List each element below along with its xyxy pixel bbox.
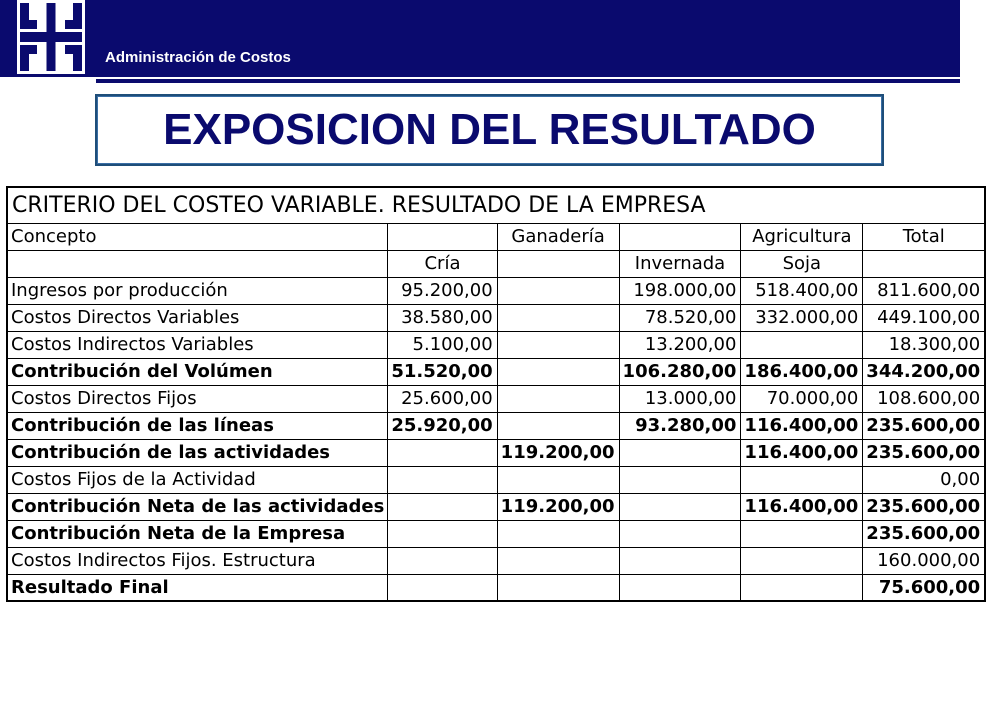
- page-title: EXPOSICION DEL RESULTADO: [163, 105, 816, 154]
- value-cell: 198.000,00: [619, 277, 741, 304]
- row-label: Costos Fijos de la Actividad: [7, 466, 388, 493]
- value-cell: [388, 574, 497, 601]
- row-label: Contribución Neta de la Empresa: [7, 520, 388, 547]
- value-cell: 116.400,00: [741, 439, 863, 466]
- value-cell: 449.100,00: [863, 304, 985, 331]
- value-cell: [497, 304, 619, 331]
- row-label: Contribución Neta de las actividades: [7, 493, 388, 520]
- value-cell: 108.600,00: [863, 385, 985, 412]
- value-cell: [388, 439, 497, 466]
- value-cell: 235.600,00: [863, 493, 985, 520]
- value-cell: [497, 277, 619, 304]
- table-row: [7, 358, 985, 385]
- value-cell: 13.200,00: [619, 331, 741, 358]
- value-cell: [497, 385, 619, 412]
- value-cell: 95.200,00: [388, 277, 497, 304]
- row-label: Ingresos por producción: [7, 277, 388, 304]
- header-cell: Invernada: [619, 250, 741, 277]
- row-label: Contribución de las líneas: [7, 412, 388, 439]
- table-row: [7, 385, 985, 412]
- header-cell: Total: [863, 223, 985, 250]
- row-label: Contribución de las actividades: [7, 439, 388, 466]
- table-caption-row: [7, 187, 985, 223]
- value-cell: 235.600,00: [863, 439, 985, 466]
- row-label: Resultado Final: [7, 574, 388, 601]
- value-cell: 332.000,00: [741, 304, 863, 331]
- value-cell: 106.280,00: [619, 358, 741, 385]
- value-cell: [497, 412, 619, 439]
- value-cell: 93.280,00: [619, 412, 741, 439]
- table-header-row-2: [7, 250, 985, 277]
- value-cell: [741, 547, 863, 574]
- value-cell: [497, 358, 619, 385]
- value-cell: 235.600,00: [863, 412, 985, 439]
- value-cell: [497, 331, 619, 358]
- table-row: [7, 304, 985, 331]
- value-cell: 13.000,00: [619, 385, 741, 412]
- table-row: [7, 412, 985, 439]
- value-cell: 0,00: [863, 466, 985, 493]
- value-cell: 78.520,00: [619, 304, 741, 331]
- row-label: Costos Indirectos Variables: [7, 331, 388, 358]
- value-cell: [497, 547, 619, 574]
- header-cell: Soja: [741, 250, 863, 277]
- value-cell: 518.400,00: [741, 277, 863, 304]
- value-cell: 160.000,00: [863, 547, 985, 574]
- header-cell: [7, 250, 388, 277]
- value-cell: 811.600,00: [863, 277, 985, 304]
- value-cell: 119.200,00: [497, 493, 619, 520]
- value-cell: 75.600,00: [863, 574, 985, 601]
- value-cell: 116.400,00: [741, 493, 863, 520]
- header-cell: [863, 250, 985, 277]
- value-cell: [741, 520, 863, 547]
- value-cell: 18.300,00: [863, 331, 985, 358]
- value-cell: 116.400,00: [741, 412, 863, 439]
- value-cell: [619, 574, 741, 601]
- value-cell: [497, 574, 619, 601]
- header-cell: Agricultura: [741, 223, 863, 250]
- header-underline: [96, 79, 960, 83]
- title-box: [95, 94, 884, 166]
- table-caption: CRITERIO DEL COSTEO VARIABLE. RESULTADO DE LA EMPRESA: [7, 187, 985, 223]
- value-cell: [619, 547, 741, 574]
- result-table: [6, 186, 986, 602]
- value-cell: 38.580,00: [388, 304, 497, 331]
- header-cell: Ganadería: [497, 223, 619, 250]
- value-cell: [497, 466, 619, 493]
- value-cell: [388, 547, 497, 574]
- table-row: [7, 277, 985, 304]
- value-cell: [619, 439, 741, 466]
- value-cell: [497, 520, 619, 547]
- table-row: [7, 439, 985, 466]
- table-row: [7, 574, 985, 601]
- header-cell: [497, 250, 619, 277]
- value-cell: [388, 520, 497, 547]
- value-cell: 235.600,00: [863, 520, 985, 547]
- value-cell: 51.520,00: [388, 358, 497, 385]
- table-row: [7, 331, 985, 358]
- value-cell: [619, 520, 741, 547]
- header-cell: [619, 223, 741, 250]
- row-label: Costos Directos Variables: [7, 304, 388, 331]
- value-cell: [741, 466, 863, 493]
- value-cell: 70.000,00: [741, 385, 863, 412]
- utn-logo-icon: [17, 0, 85, 74]
- row-label: Costos Directos Fijos: [7, 385, 388, 412]
- table-row: [7, 520, 985, 547]
- value-cell: 25.920,00: [388, 412, 497, 439]
- header-cell: Concepto: [7, 223, 388, 250]
- header-cell: Cría: [388, 250, 497, 277]
- value-cell: 186.400,00: [741, 358, 863, 385]
- value-cell: 5.100,00: [388, 331, 497, 358]
- table-header-row-1: [7, 223, 985, 250]
- value-cell: [388, 493, 497, 520]
- row-label: Costos Indirectos Fijos. Estructura: [7, 547, 388, 574]
- row-label: Contribución del Volúmen: [7, 358, 388, 385]
- table-row: [7, 493, 985, 520]
- table-row: [7, 466, 985, 493]
- value-cell: [619, 493, 741, 520]
- value-cell: [741, 331, 863, 358]
- value-cell: 119.200,00: [497, 439, 619, 466]
- value-cell: [741, 574, 863, 601]
- table-row: [7, 547, 985, 574]
- value-cell: [619, 466, 741, 493]
- value-cell: [388, 466, 497, 493]
- header-cell: [388, 223, 497, 250]
- value-cell: 25.600,00: [388, 385, 497, 412]
- value-cell: 344.200,00: [863, 358, 985, 385]
- header-subtitle: Administración de Costos: [105, 49, 291, 66]
